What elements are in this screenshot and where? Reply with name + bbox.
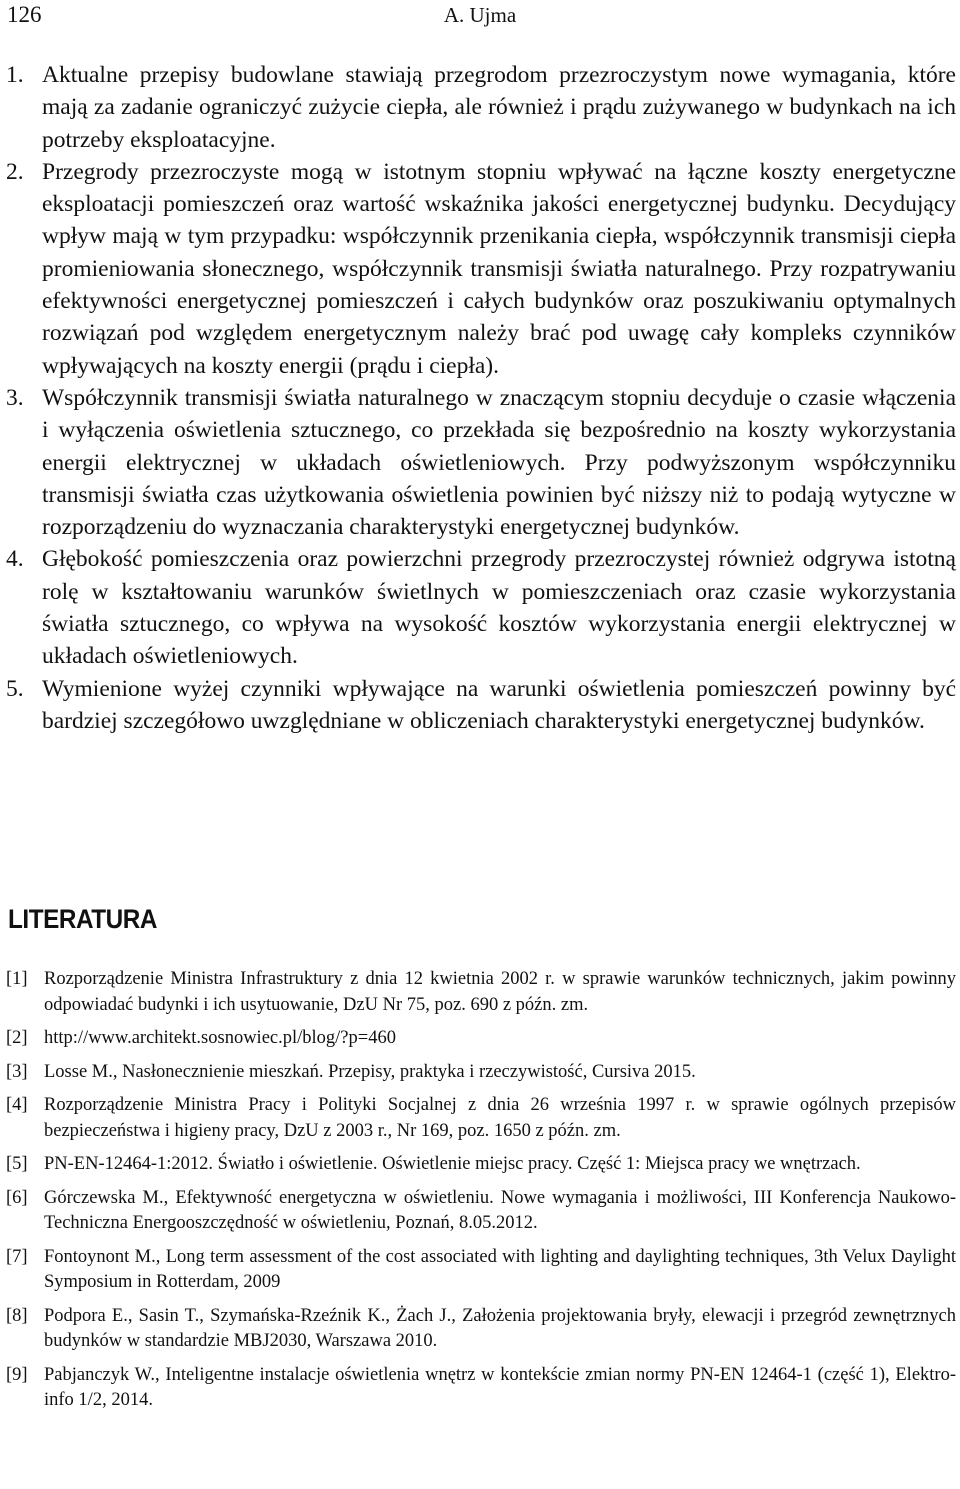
conclusion-text: Aktualne przepisy budowlane stawiają przegrodom przezroczystym nowe wymagania, które mają za zadanie ograniczyć zużycie ciepła, ale również i prądu zużywanego w budynkach na ich potrzeby eksploatacyjne. — [42, 62, 956, 153]
reference-text: Górczewska M., Efektywność energetyczna w oświetleniu. Nowe wymagania i możliwości, III Konferencja Naukowo-Techniczna Energooszczędność w oświetleniu, Poznań, 8.05.2012. — [44, 1187, 956, 1233]
conclusion-text: Głębokość pomieszczenia oraz powierzchni przegrody przezroczystej również odgrywa istotną rolę w kształtowaniu warunków świetlnych w pomieszczeniach oraz czasie wykorzystania światła sztucznego, co wpływa na wysokość kosztów wykorzystania energii elektrycznej w układach oświetleniowych. — [42, 546, 956, 670]
conclusion-text: Wymienione wyżej czynniki wpływające na warunki oświetlenia pomieszczeń powinny być bardziej szczegółowo uwzględniane w obliczeniach charakterystyki energetycznej budynków. — [42, 675, 956, 734]
conclusion-item — [6, 156, 956, 382]
conclusion-text: Przegrody przezroczyste mogą w istotnym stopniu wpływać na łączne koszty energetyczne eksploatacji pomieszczeń oraz wartość wskaźnika jakości energetycznej budynku. Decydujący wpływ mają w tym przypadku: współczynnik przenikania ciepła, współczynnik transmisji ciepła promieniowania słonecznego, współczynnik transmisji światła naturalnego. Przy rozpatrywaniu efektywności energetycznej pomieszczeń i całych budynków oraz poszukiwaniu optymalnych rozwiązań pod względem energetycznym należy brać pod uwagę cały kompleks czynników wpływających na koszty energii (prądu i ciepła). — [42, 158, 956, 379]
page-number: 126 — [7, 2, 42, 27]
reference-number: [8] — [6, 1305, 28, 1326]
reference-text: PN-EN-12464-1:2012. Światło i oświetlenie. Oświetlenie miejsc pracy. Część 1: Miejsca pracy we wnętrzach. — [44, 1154, 861, 1174]
references-list — [6, 967, 956, 1414]
reference-text: Pabjanczyk W., Inteligentne instalacje oświetlenia wnętrz w kontekście zmian normy PN-EN 12464-1 (część 1), Elektro-info 1/2, 2014. — [44, 1364, 956, 1410]
conclusion-text: Współczynnik transmisji światła naturalnego w znaczącym stopniu decyduje o czasie włączenia i wyłączenia oświetlenia sztucznego, co przekłada się bezpośrednio na koszty wykorzystania energii elektrycznej w układach oświetleniowych. Przy podwyższonym współczynniku transmisji światła czas użytkowania oświetlenia powinien być niższy niż to podają wytyczne w rozporządzeniu do wyznaczania charakterystyki energetycznej budynków. — [42, 384, 956, 541]
reference-item — [6, 1304, 956, 1355]
conclusion-item — [6, 59, 956, 156]
reference-text: Rozporządzenie Ministra Pracy i Polityki Socjalnej z dnia 26 września 1997 r. w sprawie ogólnych przepisów bezpieczeństwa i higieny pracy, DzU z 2003 r., Nr 169, poz. 1650 z późn. zm. — [44, 1095, 956, 1141]
reference-text: Rozporządzenie Ministra Infrastruktury z dnia 12 kwietnia 2002 r. w sprawie warunków technicznych, jakim powinny odpowiadać budynki i ich usytuowanie, DzU Nr 75, poz. 690 z późn. zm. — [44, 969, 956, 1015]
reference-text: Podpora E., Sasin T., Szymańska-Rzeźnik K., Żach J., Założenia projektowania bryły, elewacji i przegród zewnętrznych budynków w standardzie MBJ2030, Warszawa 2010. — [44, 1305, 956, 1351]
reference-text: http://www.architekt.sosnowiec.pl/blog/?p=460 — [44, 1028, 396, 1048]
conclusion-number: 1. — [6, 62, 24, 88]
reference-item — [6, 967, 956, 1018]
page-header — [0, 0, 960, 34]
conclusion-number: 3. — [6, 384, 24, 411]
reference-item — [6, 1363, 956, 1414]
reference-number: [5] — [6, 1154, 28, 1174]
reference-number: [1] — [6, 969, 28, 989]
reference-number: [3] — [6, 1061, 28, 1082]
conclusion-number: 4. — [6, 546, 24, 573]
reference-item — [6, 1245, 956, 1296]
reference-text: Fontoynont M., Long term assessment of the cost associated with lighting and daylighting techniques, 3th Velux Daylight Symposium in Rotterdam, 2009 — [44, 1246, 956, 1292]
reference-number: [9] — [6, 1364, 28, 1385]
reference-item — [6, 1186, 956, 1237]
conclusion-item — [6, 543, 956, 672]
literature-heading: LITERATURA — [8, 904, 157, 934]
reference-item — [6, 1026, 956, 1052]
reference-number: [4] — [6, 1095, 28, 1115]
conclusion-number: 2. — [6, 158, 24, 185]
reference-text: Losse M., Nasłonecznienie mieszkań. Przepisy, praktyka i rzeczywistość, Cursiva 2015. — [44, 1061, 696, 1082]
reference-item — [6, 1152, 956, 1178]
running-head-author: A. Ujma — [443, 3, 517, 27]
reference-number: [2] — [6, 1028, 28, 1048]
conclusion-item — [6, 382, 956, 543]
conclusion-item — [6, 673, 956, 738]
conclusions-list — [6, 59, 956, 737]
reference-item — [6, 1093, 956, 1144]
reference-number: [7] — [6, 1246, 28, 1267]
reference-number: [6] — [6, 1187, 28, 1208]
reference-item — [6, 1060, 956, 1086]
conclusion-number: 5. — [6, 675, 24, 702]
